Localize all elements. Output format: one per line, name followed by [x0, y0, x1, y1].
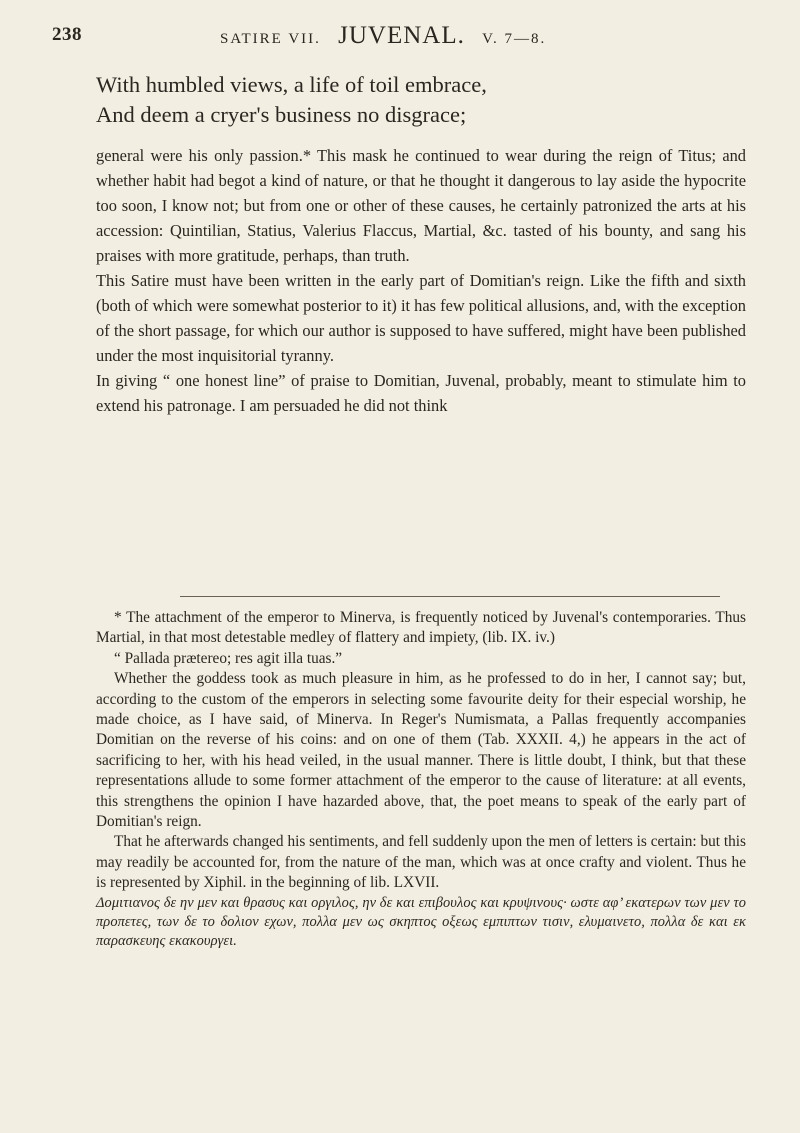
page-number: 238 — [52, 24, 82, 45]
running-head-author: JUVENAL. — [338, 22, 465, 49]
footnote-paragraph: * The attachment of the emperor to Minerva, is frequently noticed by Juvenal's contemporaries. Thus Martial, in that most detestable medley of flattery and impiety, (lib. IX. iv.) — [96, 609, 746, 647]
footnote-divider — [180, 596, 720, 597]
footnote-paragraph: Whether the goddess took as much pleasure in him, as he professed to do in her, I cannot say; but, according to the custom of the emperors in selecting some favourite deity for their especial worship, he made choice, as I have said, of Minerva. In Reger's Numismata, a Pallas frequently accompanies Domitian on the reverse of his coins: and on one of them (Tab. XXXII. 4,) he appears in the act of sacrificing to her, with his head veiled, in the usual manner. There is little doubt, I think, but that these representations allude to some former attachment of the emperor to the cause of literature: at all events, this strengthens the opinion I have hazarded above, that, the poet means to speak of the early part of Domitian's reign. — [96, 670, 746, 831]
running-head — [220, 22, 546, 50]
running-head-lines: V. 7—8. — [482, 31, 547, 47]
footnote-paragraph: That he afterwards changed his sentiments, and fell suddenly upon the men of letters is certain: but this may readily be accounted for, from the nature of the man, which was at once crafty and violent. Thus he is represented by Xiphil. in the beginning of lib. LXVII. — [96, 833, 746, 892]
body-paragraph: general were his only passion.* This mask he continued to wear during the reign of Titus; and whether habit had begot a kind of nature, or that he thought it dangerous to lay aside the hypocrite too soon, I know not; but from one or other of these causes, he certainly patronized the arts at his accession: Quintilian, Statius, Valerius Flaccus, Martial, &c. tasted of his bounty, and sang his praises with more gratitude, perhaps, than truth. — [96, 146, 746, 265]
commentary-body — [96, 143, 746, 418]
page-header — [52, 18, 752, 52]
body-paragraph: This Satire must have been written in the early part of Domitian's reign. Like the fifth and sixth (both of which were somewhat posterior to it) it has few political allusions, and, with the exception of the short passage, for which our author is supposed to have suffered, might have been published under the most inquisitorial tyranny. — [96, 271, 747, 365]
verse-line-2: And deem a cryer's business no disgrace; — [96, 102, 467, 127]
greek-quotation: Δομιτιανος δε ην μεν και θρασυς και οργιλος, ην δε και επιβουλος και κρυψινους· ωστε αφ’ εκατερων των μεν το προπετες, των δε το δολιον εχων, πολλα μεν ως σκηπτος οξεως εμπιπτων τισιν, ελυμαινετο, πολλα δε και εκ παρασκευης εκακουργει. — [96, 894, 746, 949]
footnote-quotation: “ Pallada prætereo; res agit illa tuas.” — [114, 649, 343, 667]
verse-couplet — [96, 70, 736, 130]
footnote — [96, 608, 746, 951]
body-paragraph: In giving “ one honest line” of praise to Domitian, Juvenal, probably, meant to stimulate him to extend his patronage. I am persuaded he did not think — [96, 371, 746, 415]
verse-line-1: With humbled views, a life of toil embrace, — [96, 72, 487, 97]
running-head-section: SATIRE VII. — [220, 31, 321, 47]
